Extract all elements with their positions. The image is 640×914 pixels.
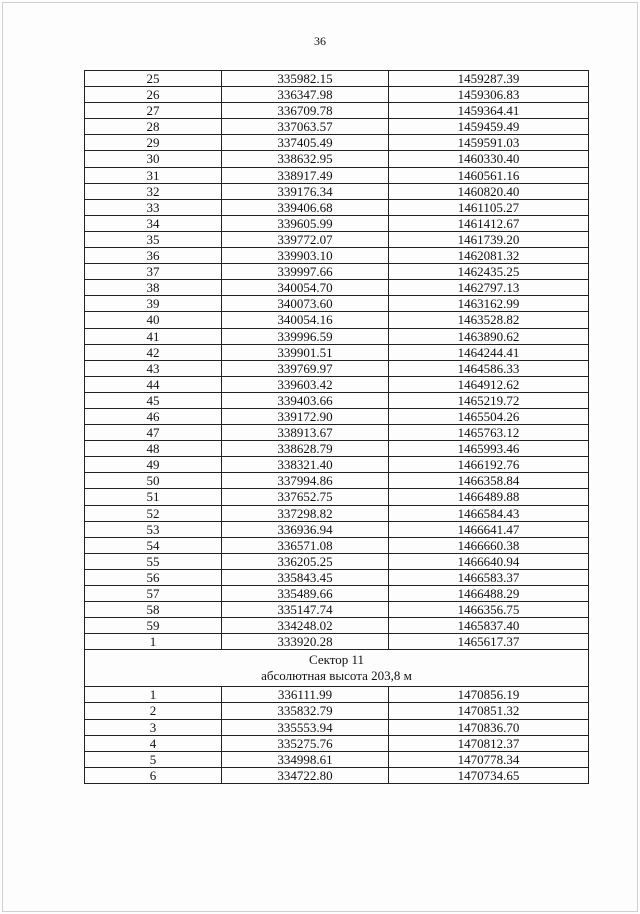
y-coordinate-cell: 1465617.37: [389, 634, 589, 650]
sector-header-cell: [85, 650, 589, 687]
y-coordinate-cell: 1459591.03: [389, 135, 589, 151]
y-coordinate-cell: 1463890.62: [389, 328, 589, 344]
y-coordinate-cell: 1470836.70: [389, 719, 589, 735]
table-row: [85, 618, 589, 634]
point-number-cell: 37: [85, 264, 222, 280]
table-row: [85, 71, 589, 87]
x-coordinate-cell: 336347.98: [222, 87, 389, 103]
page-number: 36: [314, 34, 326, 48]
point-number-cell: 25: [85, 71, 222, 87]
y-coordinate-cell: 1463528.82: [389, 312, 589, 328]
table-row: [85, 392, 589, 408]
y-coordinate-cell: 1460330.40: [389, 151, 589, 167]
y-coordinate-cell: 1466192.76: [389, 457, 589, 473]
point-number-cell: 44: [85, 376, 222, 392]
table-row: [85, 767, 589, 783]
y-coordinate-cell: 1465504.26: [389, 408, 589, 424]
x-coordinate-cell: 335832.79: [222, 703, 389, 719]
point-number-cell: 6: [85, 767, 222, 783]
table-row: [85, 408, 589, 424]
point-number-cell: 32: [85, 183, 222, 199]
table-row: [85, 87, 589, 103]
x-coordinate-cell: 339769.97: [222, 360, 389, 376]
table-row: [85, 328, 589, 344]
y-coordinate-cell: 1459287.39: [389, 71, 589, 87]
point-number-cell: 33: [85, 199, 222, 215]
point-number-cell: 36: [85, 248, 222, 264]
x-coordinate-cell: 336571.08: [222, 537, 389, 553]
y-coordinate-cell: 1466356.75: [389, 602, 589, 618]
y-coordinate-cell: 1465837.40: [389, 618, 589, 634]
point-number-cell: 54: [85, 537, 222, 553]
sector-header-row: [85, 650, 589, 687]
coordinates-table: [84, 70, 589, 784]
table-row: [85, 457, 589, 473]
x-coordinate-cell: 334248.02: [222, 618, 389, 634]
table-row: [85, 719, 589, 735]
table-row: [85, 441, 589, 457]
x-coordinate-cell: 339901.51: [222, 344, 389, 360]
point-number-cell: 2: [85, 703, 222, 719]
table-row: [85, 602, 589, 618]
table-row: [85, 634, 589, 650]
point-number-cell: 43: [85, 360, 222, 376]
y-coordinate-cell: 1470812.37: [389, 735, 589, 751]
y-coordinate-cell: 1466660.38: [389, 537, 589, 553]
x-coordinate-cell: 338632.95: [222, 151, 389, 167]
point-number-cell: 31: [85, 167, 222, 183]
point-number-cell: 3: [85, 719, 222, 735]
table-row: [85, 103, 589, 119]
x-coordinate-cell: 338321.40: [222, 457, 389, 473]
x-coordinate-cell: 340073.60: [222, 296, 389, 312]
x-coordinate-cell: 339403.66: [222, 392, 389, 408]
table-row: [85, 489, 589, 505]
point-number-cell: 27: [85, 103, 222, 119]
y-coordinate-cell: 1466489.88: [389, 489, 589, 505]
table-row: [85, 119, 589, 135]
point-number-cell: 59: [85, 618, 222, 634]
y-coordinate-cell: 1460820.40: [389, 183, 589, 199]
x-coordinate-cell: 335147.74: [222, 602, 389, 618]
x-coordinate-cell: 339605.99: [222, 215, 389, 231]
y-coordinate-cell: 1462081.32: [389, 248, 589, 264]
x-coordinate-cell: 335489.66: [222, 586, 389, 602]
point-number-cell: 49: [85, 457, 222, 473]
sector-title: Сектор 11: [308, 652, 365, 668]
point-number-cell: 29: [85, 135, 222, 151]
x-coordinate-cell: 339772.07: [222, 231, 389, 247]
x-coordinate-cell: 335843.45: [222, 569, 389, 585]
y-coordinate-cell: 1462435.25: [389, 264, 589, 280]
x-coordinate-cell: 336936.94: [222, 521, 389, 537]
y-coordinate-cell: 1466358.84: [389, 473, 589, 489]
point-number-cell: 4: [85, 735, 222, 751]
y-coordinate-cell: 1466488.29: [389, 586, 589, 602]
y-coordinate-cell: 1464912.62: [389, 376, 589, 392]
rows-before-sector: [85, 71, 589, 650]
table-row: [85, 687, 589, 703]
y-coordinate-cell: 1460561.16: [389, 167, 589, 183]
table-row: [85, 735, 589, 751]
point-number-cell: 48: [85, 441, 222, 457]
y-coordinate-cell: 1459306.83: [389, 87, 589, 103]
x-coordinate-cell: 336709.78: [222, 103, 389, 119]
y-coordinate-cell: 1465763.12: [389, 425, 589, 441]
point-number-cell: 42: [85, 344, 222, 360]
table-row: [85, 703, 589, 719]
point-number-cell: 35: [85, 231, 222, 247]
table-row: [85, 199, 589, 215]
table-row: [85, 167, 589, 183]
table-row: [85, 751, 589, 767]
x-coordinate-cell: 336111.99: [222, 687, 389, 703]
x-coordinate-cell: 335275.76: [222, 735, 389, 751]
point-number-cell: 34: [85, 215, 222, 231]
table-row: [85, 521, 589, 537]
point-number-cell: 52: [85, 505, 222, 521]
x-coordinate-cell: 337405.49: [222, 135, 389, 151]
x-coordinate-cell: 337652.75: [222, 489, 389, 505]
table-row: [85, 215, 589, 231]
x-coordinate-cell: 339903.10: [222, 248, 389, 264]
x-coordinate-cell: 337063.57: [222, 119, 389, 135]
rows-after-sector: [85, 687, 589, 784]
point-number-cell: 46: [85, 408, 222, 424]
x-coordinate-cell: 335553.94: [222, 719, 389, 735]
point-number-cell: 38: [85, 280, 222, 296]
x-coordinate-cell: 336205.25: [222, 553, 389, 569]
point-number-cell: 55: [85, 553, 222, 569]
point-number-cell: 57: [85, 586, 222, 602]
y-coordinate-cell: 1462797.13: [389, 280, 589, 296]
x-coordinate-cell: 337298.82: [222, 505, 389, 521]
y-coordinate-cell: 1464244.41: [389, 344, 589, 360]
table-row: [85, 151, 589, 167]
point-number-cell: 26: [85, 87, 222, 103]
point-number-cell: 50: [85, 473, 222, 489]
point-number-cell: 56: [85, 569, 222, 585]
table-row: [85, 586, 589, 602]
y-coordinate-cell: 1459459.49: [389, 119, 589, 135]
y-coordinate-cell: 1461105.27: [389, 199, 589, 215]
x-coordinate-cell: 339603.42: [222, 376, 389, 392]
table-row: [85, 537, 589, 553]
point-number-cell: 51: [85, 489, 222, 505]
point-number-cell: 41: [85, 328, 222, 344]
x-coordinate-cell: 339406.68: [222, 199, 389, 215]
y-coordinate-cell: 1461739.20: [389, 231, 589, 247]
y-coordinate-cell: 1466640.94: [389, 553, 589, 569]
x-coordinate-cell: 333920.28: [222, 634, 389, 650]
x-coordinate-cell: 339996.59: [222, 328, 389, 344]
point-number-cell: 1: [85, 634, 222, 650]
table-row: [85, 553, 589, 569]
y-coordinate-cell: 1461412.67: [389, 215, 589, 231]
x-coordinate-cell: 335982.15: [222, 71, 389, 87]
table-row: [85, 264, 589, 280]
table-row: [85, 505, 589, 521]
table-row: [85, 425, 589, 441]
y-coordinate-cell: 1465219.72: [389, 392, 589, 408]
y-coordinate-cell: 1463162.99: [389, 296, 589, 312]
point-number-cell: 45: [85, 392, 222, 408]
point-number-cell: 39: [85, 296, 222, 312]
y-coordinate-cell: 1470778.34: [389, 751, 589, 767]
sector-header-group: [85, 650, 589, 687]
point-number-cell: 47: [85, 425, 222, 441]
x-coordinate-cell: 334722.80: [222, 767, 389, 783]
table-row: [85, 473, 589, 489]
y-coordinate-cell: 1464586.33: [389, 360, 589, 376]
table-row: [85, 183, 589, 199]
table-row: [85, 344, 589, 360]
point-number-cell: 40: [85, 312, 222, 328]
point-number-cell: 5: [85, 751, 222, 767]
y-coordinate-cell: 1466584.43: [389, 505, 589, 521]
point-number-cell: 58: [85, 602, 222, 618]
y-coordinate-cell: 1466583.37: [389, 569, 589, 585]
x-coordinate-cell: 338628.79: [222, 441, 389, 457]
table-row: [85, 248, 589, 264]
y-coordinate-cell: 1470856.19: [389, 687, 589, 703]
point-number-cell: 1: [85, 687, 222, 703]
sector-altitude: абсолютная высота 203,8 м: [261, 668, 412, 684]
point-number-cell: 28: [85, 119, 222, 135]
x-coordinate-cell: 340054.16: [222, 312, 389, 328]
table-row: [85, 376, 589, 392]
x-coordinate-cell: 339997.66: [222, 264, 389, 280]
table-row: [85, 360, 589, 376]
x-coordinate-cell: 338913.67: [222, 425, 389, 441]
x-coordinate-cell: 339176.34: [222, 183, 389, 199]
table-row: [85, 231, 589, 247]
y-coordinate-cell: 1465993.46: [389, 441, 589, 457]
point-number-cell: 30: [85, 151, 222, 167]
x-coordinate-cell: 334998.61: [222, 751, 389, 767]
x-coordinate-cell: 337994.86: [222, 473, 389, 489]
table-row: [85, 280, 589, 296]
point-number-cell: 53: [85, 521, 222, 537]
y-coordinate-cell: 1466641.47: [389, 521, 589, 537]
y-coordinate-cell: 1470734.65: [389, 767, 589, 783]
x-coordinate-cell: 340054.70: [222, 280, 389, 296]
table-row: [85, 312, 589, 328]
x-coordinate-cell: 339172.90: [222, 408, 389, 424]
table-row: [85, 135, 589, 151]
table-row: [85, 296, 589, 312]
table-row: [85, 569, 589, 585]
y-coordinate-cell: 1459364.41: [389, 103, 589, 119]
y-coordinate-cell: 1470851.32: [389, 703, 589, 719]
x-coordinate-cell: 338917.49: [222, 167, 389, 183]
